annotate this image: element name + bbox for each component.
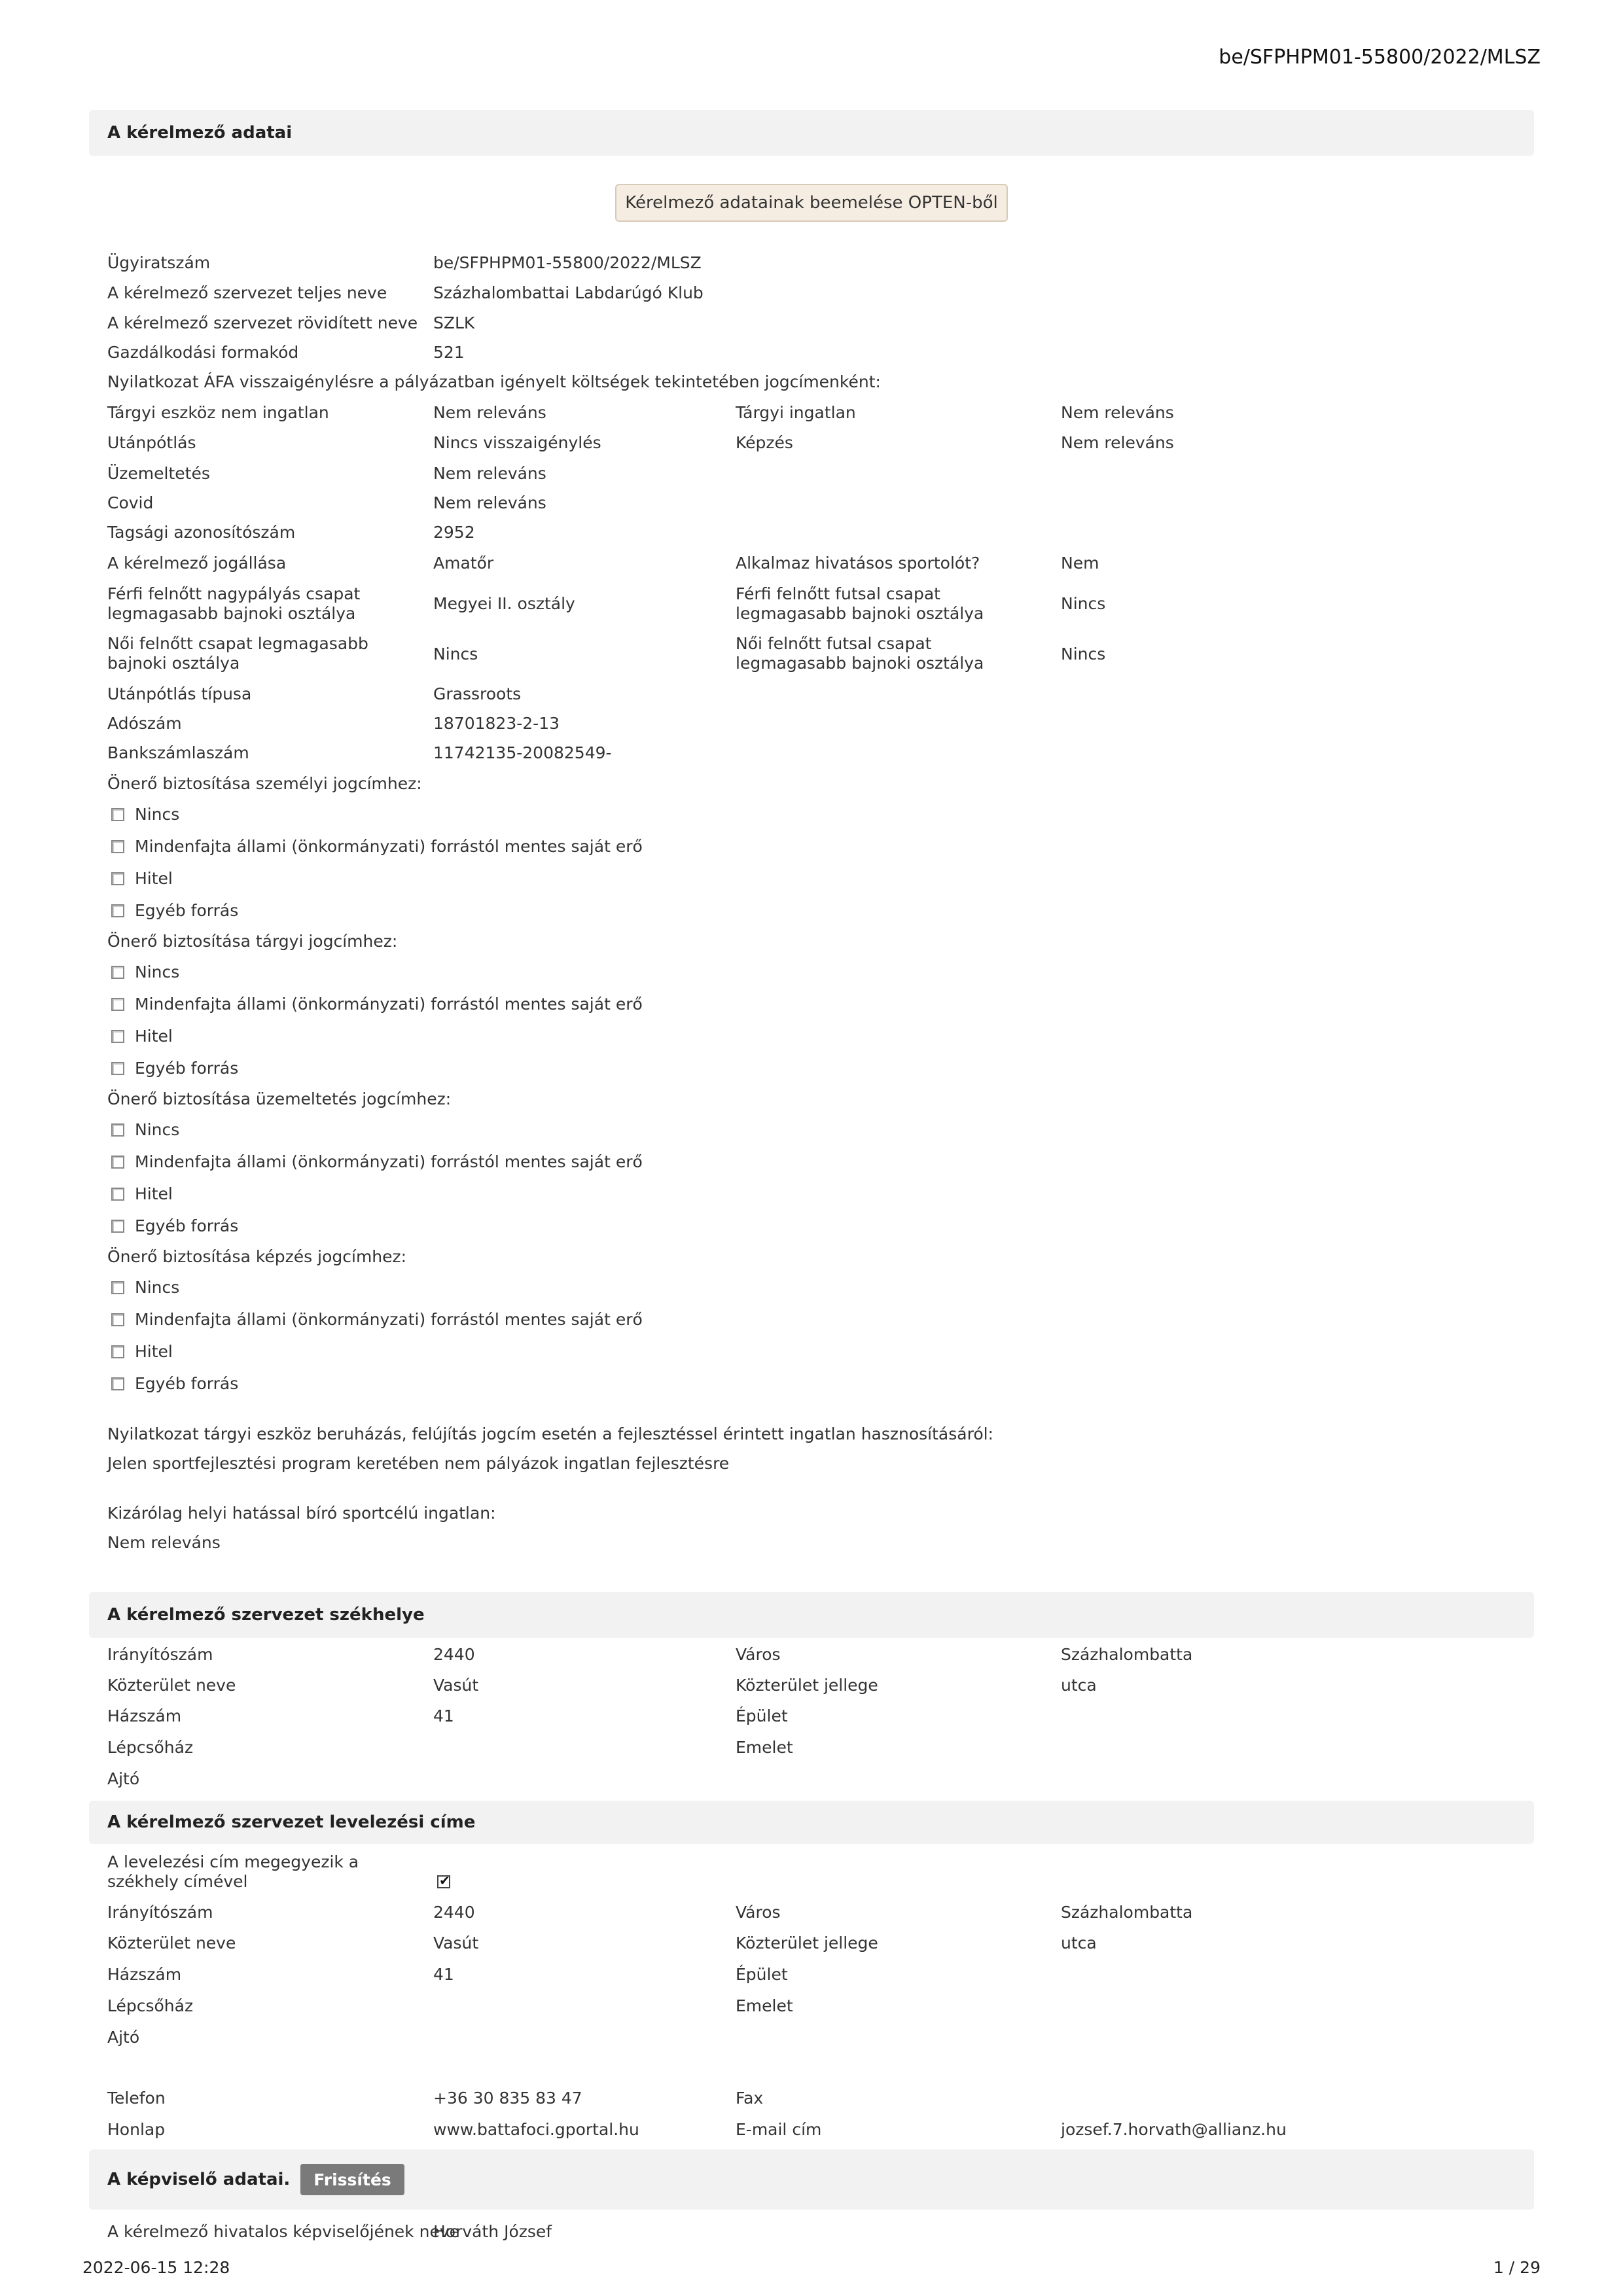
- checkbox-label: Hitel: [135, 1027, 173, 1046]
- local-realestate-value: Nem releváns: [107, 1533, 221, 1552]
- checkbox-training-loan[interactable]: [111, 1345, 124, 1358]
- field-label: Épület: [736, 1965, 788, 1984]
- field-label: Irányítószám: [107, 1645, 213, 1664]
- checkbox-asset-other[interactable]: [111, 1062, 124, 1075]
- field-label: Alkalmaz hivatásos sportolót?: [736, 554, 980, 573]
- field-label: Épület: [736, 1706, 788, 1725]
- section-title: A kérelmező adatai: [107, 123, 293, 143]
- field-value: Megyei II. osztály: [433, 594, 575, 613]
- field-label: Képzés: [736, 433, 793, 452]
- own-resources-training-title: Önerő biztosítása képzés jogcímhez:: [107, 1247, 407, 1266]
- field-label: Emelet: [736, 1738, 793, 1757]
- field-value: Nincs: [433, 645, 478, 663]
- field-label: A kérelmező szervezet rövidített neve: [107, 313, 418, 332]
- checkbox-operation-other[interactable]: [111, 1220, 124, 1233]
- checkbox-label: Mindenfajta állami (önkormányzati) forrástól mentes saját erő: [135, 1310, 643, 1329]
- checkbox-asset-loan[interactable]: [111, 1030, 124, 1043]
- checkbox-personal-other[interactable]: [111, 904, 124, 917]
- field-label: Férfi felnőtt nagypályás csapat legmagasabb bajnoki osztálya: [107, 584, 361, 623]
- section-header-representative: [89, 2149, 1534, 2210]
- field-label: Bankszámlaszám: [107, 743, 249, 762]
- checkbox-training-other[interactable]: [111, 1377, 124, 1390]
- footer-datetime: 2022-06-15 12:28: [82, 2258, 230, 2277]
- checkbox-label: Egyéb forrás: [135, 1216, 239, 1235]
- field-value: +36 30 835 83 47: [433, 2089, 582, 2108]
- field-label: A kérelmező jogállása: [107, 554, 287, 573]
- field-value: utca: [1061, 1934, 1097, 1952]
- checkbox-label: Egyéb forrás: [135, 901, 239, 920]
- field-label: Lépcsőház: [107, 1738, 194, 1757]
- checkbox-label: Egyéb forrás: [135, 1059, 239, 1078]
- field-label: Tárgyi eszköz nem ingatlan: [107, 403, 329, 422]
- field-value: Nem releváns: [1061, 433, 1174, 452]
- field-label: Covid: [107, 493, 154, 512]
- footer-page-number: 1 / 29: [1493, 2258, 1541, 2277]
- field-label: A levelezési cím megegyezik a székhely címével: [107, 1852, 359, 1891]
- field-value: 11742135-20082549-: [433, 743, 612, 762]
- field-value: Horváth József: [433, 2222, 552, 2241]
- field-label: Emelet: [736, 1996, 793, 2015]
- own-resources-operation-title: Önerő biztosítása üzemeltetés jogcímhez:: [107, 1089, 452, 1108]
- field-label: Közterület neve: [107, 1676, 236, 1695]
- checkbox-asset-own[interactable]: [111, 998, 124, 1011]
- field-label: Közterület jellege: [736, 1676, 878, 1695]
- field-value: 41: [433, 1706, 454, 1725]
- field-label: Város: [736, 1903, 781, 1922]
- checkbox-training-own[interactable]: [111, 1313, 124, 1326]
- own-resources-asset-title: Önerő biztosítása tárgyi jogcímhez:: [107, 932, 398, 951]
- local-realestate-label: Kizárólag helyi hatással bíró sportcélú ingatlan:: [107, 1504, 496, 1523]
- checkbox-operation-loan[interactable]: [111, 1188, 124, 1201]
- field-value: Nincs: [1061, 645, 1106, 663]
- email-value: jozsef.7.horvath@allianz.hu: [1061, 2120, 1287, 2139]
- field-label: Tárgyi ingatlan: [736, 403, 856, 422]
- field-label: Házszám: [107, 1706, 182, 1725]
- field-label: Női felnőtt futsal csapat legmagasabb bajnoki osztálya: [736, 634, 984, 673]
- refresh-button[interactable]: Frissítés: [300, 2164, 404, 2195]
- field-label: Adószám: [107, 714, 182, 733]
- field-value: Százhalombatta: [1061, 1645, 1193, 1664]
- checkbox-personal-none[interactable]: [111, 808, 124, 821]
- document-id: be/SFPHPM01-55800/2022/MLSZ: [1219, 46, 1541, 69]
- field-value: 521: [433, 343, 465, 362]
- field-value: be/SFPHPM01-55800/2022/MLSZ: [433, 253, 702, 272]
- field-value: Százhalombatta: [1061, 1903, 1193, 1922]
- field-label: Közterület neve: [107, 1934, 236, 1952]
- checkbox-label: Hitel: [135, 1342, 173, 1361]
- field-value: utca: [1061, 1676, 1097, 1695]
- field-value: Nem releváns: [433, 464, 546, 483]
- section-header-seat: [89, 1592, 1534, 1638]
- field-value: Amatőr: [433, 554, 494, 573]
- checkbox-label: Nincs: [135, 1278, 180, 1297]
- field-label: Lépcsőház: [107, 1996, 194, 2015]
- field-label: Utánpótlás típusa: [107, 684, 252, 703]
- field-label: Ügyiratszám: [107, 253, 211, 272]
- checkbox-label: Nincs: [135, 963, 180, 981]
- field-label: Házszám: [107, 1965, 182, 1984]
- field-value: Vasút: [433, 1934, 479, 1952]
- checkbox-label: Nincs: [135, 1120, 180, 1139]
- realestate-statement: Nyilatkozat tárgyi eszköz beruházás, felújítás jogcím esetén a fejlesztéssel érintett ingatlan hasznosításáról:: [107, 1424, 993, 1443]
- section-header-mail: [89, 1801, 1534, 1844]
- field-label: Ajtó: [107, 1769, 140, 1788]
- checkbox-label: Nincs: [135, 805, 180, 824]
- field-value: Nincs: [1061, 594, 1106, 613]
- section-title: A kérelmező szervezet levelezési címe: [107, 1812, 476, 1832]
- field-label: Ajtó: [107, 2028, 140, 2047]
- checkbox-personal-own[interactable]: [111, 840, 124, 853]
- field-label: Gazdálkodási formakód: [107, 343, 299, 362]
- field-label: Telefon: [107, 2089, 166, 2108]
- field-label: Város: [736, 1645, 781, 1664]
- checkbox-label: Mindenfajta állami (önkormányzati) forrástól mentes saját erő: [135, 837, 643, 856]
- field-label: A kérelmező szervezet teljes neve: [107, 283, 387, 302]
- checkbox-label: Mindenfajta állami (önkormányzati) forrástól mentes saját erő: [135, 1152, 643, 1171]
- checkbox-asset-none[interactable]: [111, 966, 124, 979]
- field-value: 2440: [433, 1645, 475, 1664]
- checkbox-training-none[interactable]: [111, 1281, 124, 1294]
- field-label: Férfi felnőtt futsal csapat legmagasabb bajnoki osztálya: [736, 584, 984, 623]
- field-label: Üzemeltetés: [107, 464, 210, 483]
- checkbox-operation-own[interactable]: [111, 1156, 124, 1169]
- field-value: Nincs visszaigénylés: [433, 433, 601, 452]
- field-value: 2952: [433, 523, 475, 542]
- field-label: Irányítószám: [107, 1903, 213, 1922]
- field-label: Közterület jellege: [736, 1934, 878, 1952]
- field-value: Vasút: [433, 1676, 479, 1695]
- checkbox-label: Hitel: [135, 1184, 173, 1203]
- own-resources-personal-title: Önerő biztosítása személyi jogcímhez:: [107, 774, 422, 793]
- field-value: Nem releváns: [433, 493, 546, 512]
- field-value: Nem releváns: [433, 403, 546, 422]
- field-value: Nem releváns: [1061, 403, 1174, 422]
- field-value: 18701823-2-13: [433, 714, 560, 733]
- checkbox-label: Hitel: [135, 869, 173, 888]
- field-value: 41: [433, 1965, 454, 1984]
- section-title: A képviselő adatai.: [107, 2170, 291, 2189]
- field-label: Fax: [736, 2089, 764, 2108]
- field-value: Grassroots: [433, 684, 522, 703]
- field-value: Százhalombattai Labdarúgó Klub: [433, 283, 704, 302]
- field-label: Tagsági azonosítószám: [107, 523, 296, 542]
- website-value: www.battafoci.gportal.hu: [433, 2120, 639, 2139]
- realestate-statement-value: Jelen sportfejlesztési program keretében nem pályázok ingatlan fejlesztésre: [107, 1454, 730, 1473]
- checkbox-personal-loan[interactable]: [111, 872, 124, 885]
- field-label: A kérelmező hivatalos képviselőjének neve: [107, 2222, 460, 2241]
- opten-import-button[interactable]: Kérelmező adatainak beemelése OPTEN-ből: [615, 184, 1008, 222]
- vat-statement: Nyilatkozat ÁFA visszaigénylésre a pályázatban igényelt költségek tekintetében jogcímenként:: [107, 372, 881, 391]
- field-value: Nem: [1061, 554, 1099, 573]
- checkbox-label: Egyéb forrás: [135, 1374, 239, 1393]
- checkbox-same-address[interactable]: [437, 1875, 450, 1888]
- field-label: Női felnőtt csapat legmagasabb bajnoki osztálya: [107, 634, 368, 673]
- checkbox-operation-none[interactable]: [111, 1123, 124, 1137]
- field-label: Utánpótlás: [107, 433, 196, 452]
- checkbox-label: Mindenfajta állami (önkormányzati) forrástól mentes saját erő: [135, 995, 643, 1014]
- field-label: Honlap: [107, 2120, 166, 2139]
- section-title: A kérelmező szervezet székhelye: [107, 1605, 425, 1625]
- field-value: SZLK: [433, 313, 475, 332]
- field-value: 2440: [433, 1903, 475, 1922]
- section-header-applicant: [89, 110, 1534, 156]
- field-label: E-mail cím: [736, 2120, 822, 2139]
